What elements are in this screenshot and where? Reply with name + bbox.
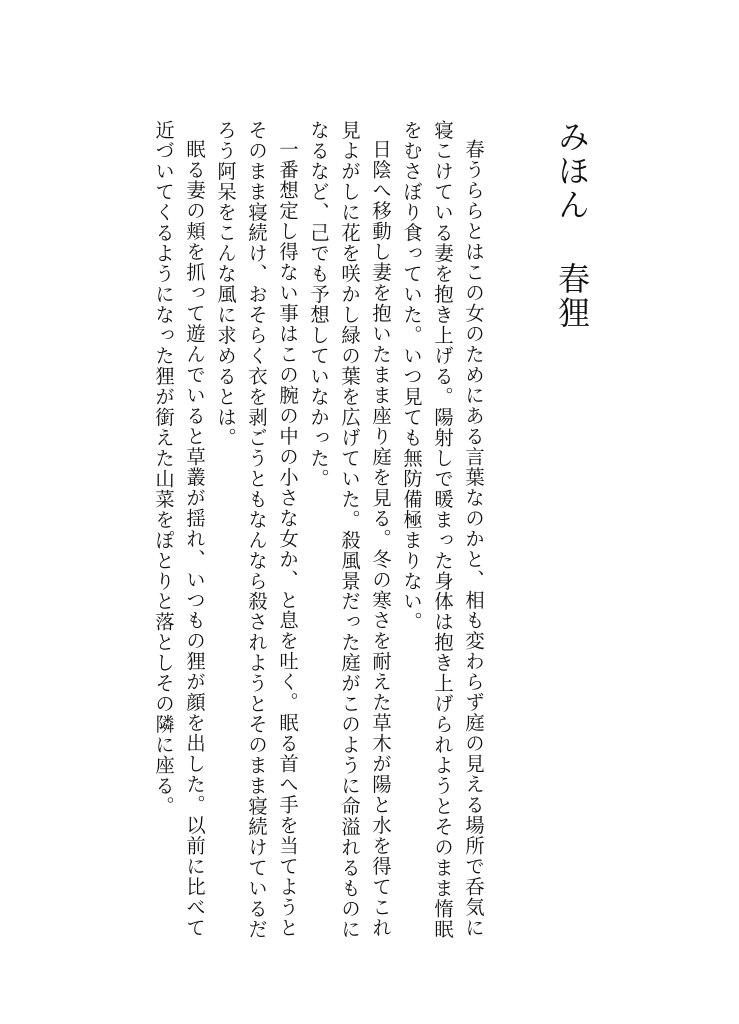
paragraph-1: 春うららとはこの女のためにある言葉なのかと、相も変わらず庭の見える場所で呑気に寝こけている妻を抱き上げる。陽射しで暖まった身体は抱き上げられようとそのまま惰眠をむさぼり食っていた。いつ見ても無防備極まりない。	[400, 120, 485, 940]
paragraph-2: 日陰へ移動し妻を抱いたまま座り庭を見る。冬の寒さを耐えた草木が陽と水を得てこれ見よがしに花を咲かし緑の葉を広げていた。殺風景だった庭がこのように命溢れるものになるなど、己でも予想していなかった。	[307, 120, 392, 940]
work-title: 春狸	[553, 262, 591, 330]
paragraph-3: 一番想定し得ない事はこの腕の中の小さな女か、と息を吐く。眠る首へ手を当てようとそのまま寝続け、おそらく衣を剥ごうともなんなら殺されようとそのまま寝続けているだろう阿呆をこんな風に求めるとは。	[214, 120, 299, 940]
title-block	[550, 120, 594, 380]
paragraph-4: 眠る妻の頬を抓って遊んでいると草叢が揺れ、いつもの狸が顔を出した。以前に比べて近づいてくるようになった狸が銜えた山菜をぽとりと落としその隣に座る。	[152, 120, 206, 939]
author-name: みほん	[553, 120, 591, 222]
body-text	[148, 120, 489, 940]
